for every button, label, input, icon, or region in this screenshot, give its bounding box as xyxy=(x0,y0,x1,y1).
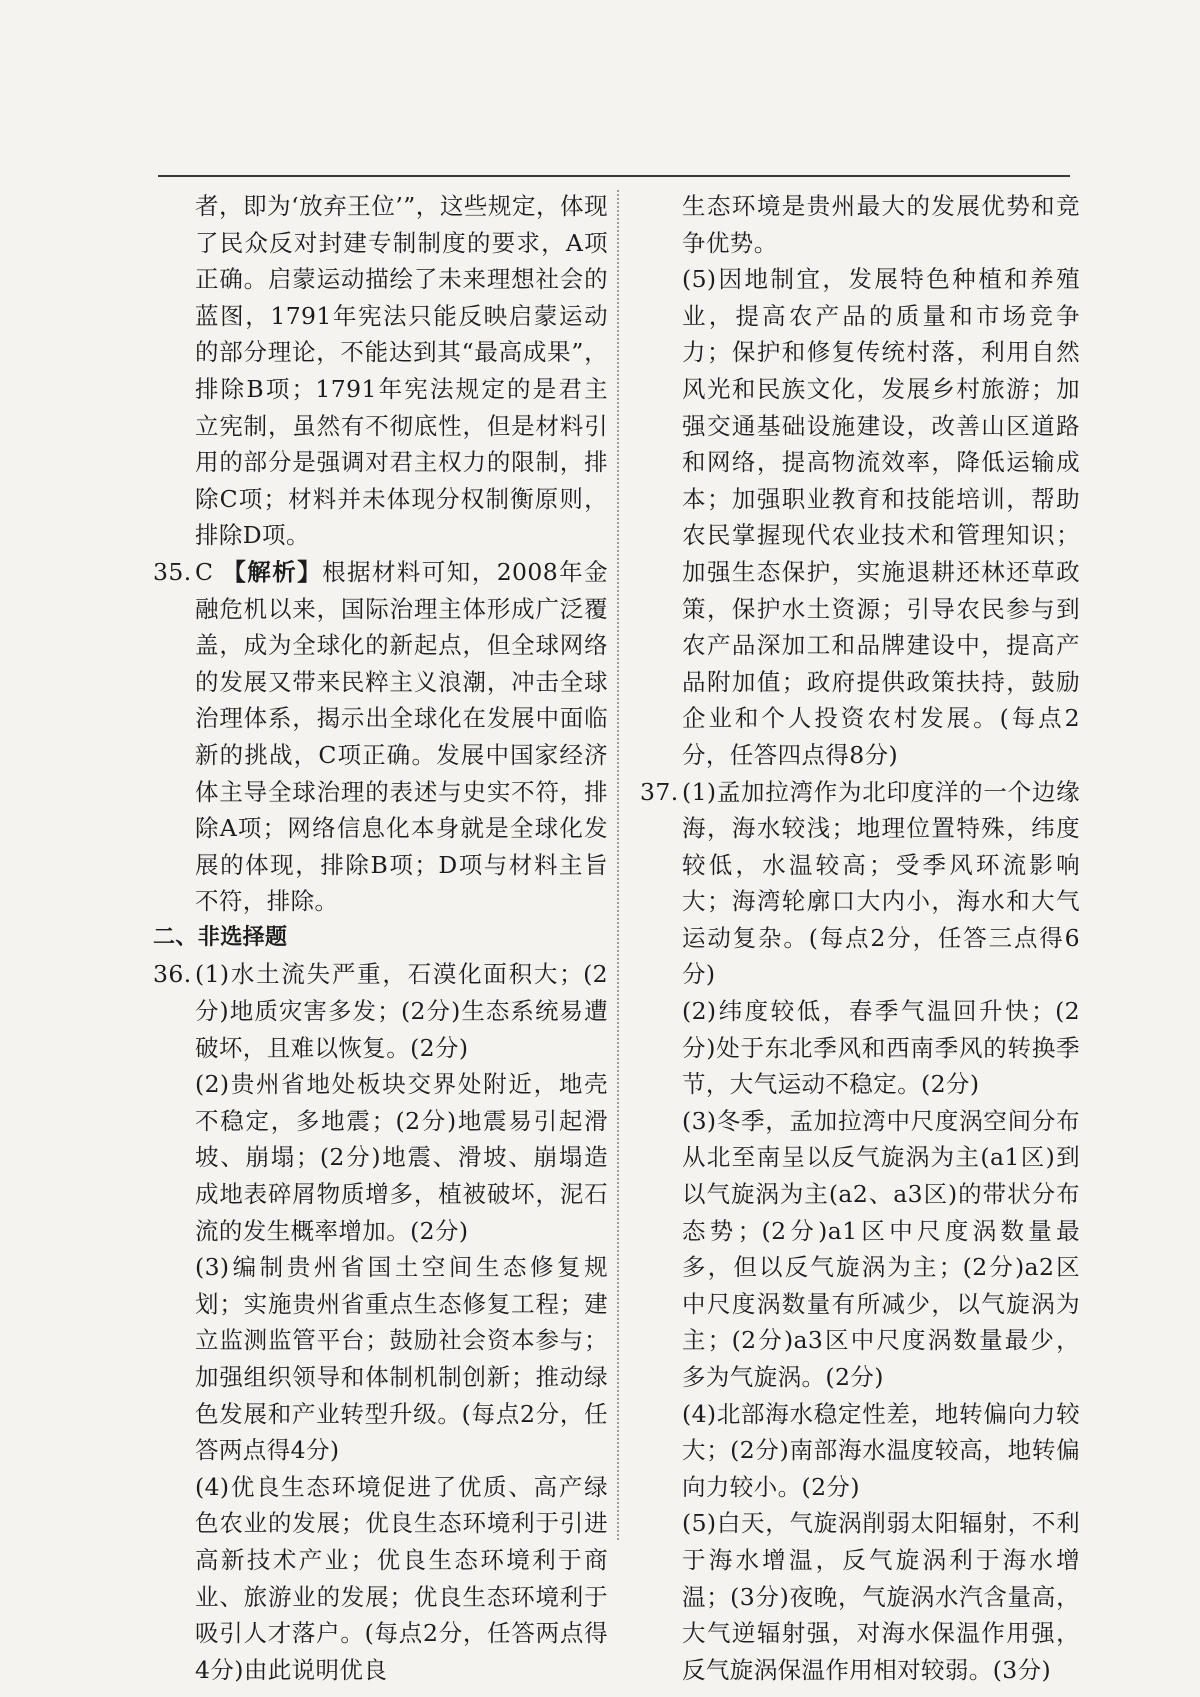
q36-part1-text: (1)水土流失严重，石漠化面积大；(2分)地质灾害多发；(2分)生态系统易遭破坏，且难以恢复。(2分) xyxy=(195,960,608,1062)
q37-part3: (3)冬季，孟加拉湾中尺度涡空间分布从北至南呈以反气旋涡为主(a1区)到以气旋涡为主(a2、a3区)的带状分布态势；(2分)a1区中尺度涡数量最多，但以反气旋涡为主；(2分)a2区中尺度涡数量有所减少，以气旋涡为主；(2分)a3区中尺度涡数量最少，多为气旋涡。(2分) xyxy=(682,1106,1080,1391)
q35-choice: C xyxy=(195,557,214,586)
column-divider xyxy=(617,190,619,1540)
header-rule xyxy=(158,175,1070,177)
q37-part5: (5)白天，气旋涡削弱太阳辐射，不利于海水增温，反气旋涡利于海水增温；(3分)夜晚，气旋涡水汽含量高，大气逆辐射强，对海水保温作用强，反气旋涡保温作用相对较弱。(3分) xyxy=(682,1509,1080,1684)
q37-part2: (2)纬度较低，春季气温回升快；(2分)处于东北季风和西南季风的转换季节，大气运动不稳定。(2分) xyxy=(682,997,1080,1099)
section-title: 二、非选择题 xyxy=(153,924,288,950)
q36-part4-continuation: 生态环境是贵州最大的发展优势和竞争优势。 xyxy=(682,192,1080,257)
q35-number: 35. xyxy=(153,557,192,586)
q36-part2: (2)贵州省地处板块交界处附近，地壳不稳定，多地震；(2分)地震易引起滑坡、崩塌；(2分)地震、滑坡、崩塌造成地表碎屑物质增多，植被破坏，泥石流的发生概率增加。(2分) xyxy=(195,1070,608,1245)
q34-continuation: 者，即为‘放弃王位’”，这些规定，体现了民众反对封建专制制度的要求，A项正确。启蒙运动描绘了未来理想社会的蓝图，1791年宪法只能反映启蒙运动的部分理论，不能达到其“最高成果”，排除B项；1791年宪法规定的是君主立宪制，虽然有不彻底性，但是材料引用的部分是强调对君主权力的限制，排除C项；材料并未体现分权制衡原则，排除D项。 xyxy=(195,192,608,550)
q36-part1 xyxy=(153,956,608,1066)
q35-text: 根据材料可知，2008年金融危机以来，国际治理主体形成广泛覆盖，成为全球化的新起点，但全球网络的发展又带来民粹主义浪潮，冲击全球治理体系，揭示出全球化在发展中面临新的挑战，C项正确。发展中国家经济体主导全球治理的表述与史实不符，排除A项；网络信息化本身就是全球化发展的体现，排除B项；D项与材料主旨不符，排除。 xyxy=(195,557,608,916)
q37-part1-text: (1)孟加拉湾作为北印度洋的一个边缘海，海水较浅；地理位置特殊，纬度较低，水温较高；受季风环流影响大；海湾轮廓口大内小，海水和大气运动复杂。(每点2分，任答三点得6分) xyxy=(682,777,1080,989)
q36-number: 36. xyxy=(153,960,192,989)
q36-part3: (3)编制贵州省国土空间生态修复规划；实施贵州省重点生态修复工程；建立监测监管平台；鼓励社会资本参与；加强组织领导和体制机制创新；推动绿色发展和产业转型升级。(每点2分，任答两点得4分) xyxy=(195,1253,608,1465)
left-column xyxy=(153,188,608,1688)
q35-answer xyxy=(153,554,608,920)
q37-part1 xyxy=(640,774,1080,994)
q36-part4: (4)优良生态环境促进了优质、高产绿色农业的发展；优良生态环境利于引进高新技术产业；优良生态环境利于商业、旅游业的发展；优良生态环境利于吸引人才落户。(每点2分，任答两点得4分)由此说明优良 xyxy=(195,1472,608,1684)
q36-part5: (5)因地制宜，发展特色种植和养殖业，提高农产品的质量和市场竞争力；保护和修复传统村落，利用自然风光和民族文化，发展乡村旅游；加强交通基础设施建设，改善山区道路和网络，提高物流效率，降低运输成本；加强职业教育和技能培训，帮助农民掌握现代农业技术和管理知识；加强生态保护，实施退耕还林还草政策，保护水土资源；引导农民参与到农产品深加工和品牌建设中，提高产品附加值；政府提供政策扶持，鼓励企业和个人投资农村发展。(每点2分，任答四点得8分) xyxy=(682,265,1080,769)
right-column xyxy=(640,188,1080,1688)
q37-number: 37. xyxy=(640,777,679,806)
q35-analysis-tag: 【解析】 xyxy=(222,557,323,586)
q37-part4: (4)北部海水稳定性差，地转偏向力较大；(2分)南部海水温度较高，地转偏向力较小。(2分) xyxy=(682,1399,1080,1501)
